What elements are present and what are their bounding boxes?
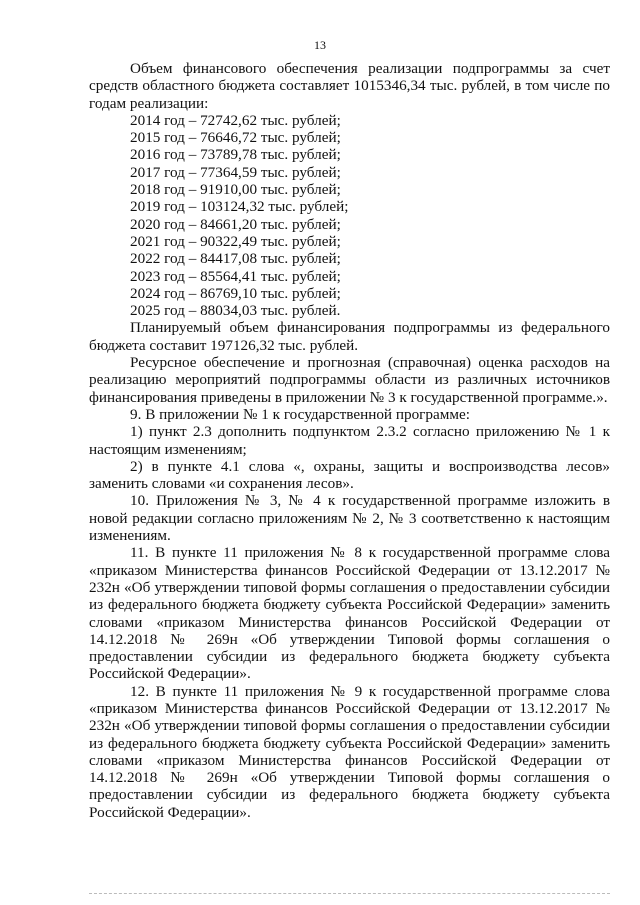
year-item: 2017 год – 77364,59 тыс. рублей;: [130, 163, 341, 181]
year-item: 2021 год – 90322,49 тыс. рублей;: [130, 232, 341, 250]
year-item: 2018 год – 91910,00 тыс. рублей;: [130, 181, 341, 199]
year-item: 2020 год – 84661,20 тыс. рублей;: [130, 215, 341, 233]
year-item: 2016 год – 73789,78 тыс. рублей;: [130, 146, 341, 164]
item-12-paragraph: 12. В пункте 11 приложения № 9 к государственной программе слова «приказом Министерства финансов Российской Федерации от 13.12.2017 № 232н «Об утверждении типовой формы соглашения о предоставлении субсидии из федерального бюджета бюджету субъекта Российской Федерации» заменить словами «приказом Министерства финансов Российской Федерации от 14.12.2018 № 269н «Об утверждении Типовой формы соглашения о предоставлении субсидии из федерального бюджета бюджету субъекта Российской Федерации».: [89, 682, 610, 821]
resource-support-paragraph: Ресурсное обеспечение и прогнозная (справочная) оценка расходов на реализацию мероприятий подпрограммы области из различных источников финансирования приведены в приложении № 3 к государственной программе.».: [89, 354, 610, 406]
year-item: 2015 год – 76646,72 тыс. рублей;: [130, 129, 341, 147]
year-item: 2024 год – 86769,10 тыс. рублей;: [130, 284, 341, 302]
year-item: 2019 год – 103124,32 тыс. рублей;: [130, 198, 349, 216]
year-item: 2023 год – 85564,41 тыс. рублей;: [130, 267, 341, 285]
item-10-paragraph: 10. Приложения № 3, № 4 к государственной программе изложить в новой редакции согласно приложениям № 2, № 3 соответственно к настоящим изменениям.: [89, 492, 610, 545]
page-number: 13: [314, 38, 326, 52]
federal-funding-paragraph: Планируемый объем финансирования подпрограммы из федерального бюджета составит 197126,32 тыс. рублей.: [89, 319, 610, 354]
item-9-subitem-2: 2) в пункте 4.1 слова «, охраны, защиты и воспроизводства лесов» заменить словами «и сохранения лесов».: [89, 457, 610, 493]
year-item: 2022 год – 84417,08 тыс. рублей;: [130, 250, 341, 268]
intro-paragraph: Объем финансового обеспечения реализации подпрограммы за счет средств областного бюджета составляет 1015346,34 тыс. рублей, в том числе по годам реализации:: [89, 60, 610, 112]
document-body: [89, 60, 610, 821]
year-item: 2014 год – 72742,62 тыс. рублей;: [130, 111, 341, 129]
item-9-heading: 9. В приложении № 1 к государственной программе:: [130, 405, 470, 423]
item-9-subitem-1: 1) пункт 2.3 дополнить подпунктом 2.3.2 согласно приложению № 1 к настоящим изменениям;: [89, 423, 610, 458]
year-item: 2025 год – 88034,03 тыс. рублей.: [130, 302, 341, 320]
page-bottom-divider: [89, 893, 610, 894]
yearly-funding-list: [89, 112, 610, 320]
item-11-paragraph: 11. В пункте 11 приложения № 8 к государственной программе слова «приказом Министерства финансов Российской Федерации от 13.12.2017 № 232н «Об утверждении типовой формы соглашения о предоставлении субсидии из федерального бюджета бюджету субъекта Российской Федерации» заменить словами «приказом Министерства финансов Российской Федерации от 14.12.2018 № 269н «Об утверждении Типовой формы соглашения о предоставлении субсидии из федерального бюджета бюджету субъекта Российской Федерации».: [89, 544, 610, 683]
